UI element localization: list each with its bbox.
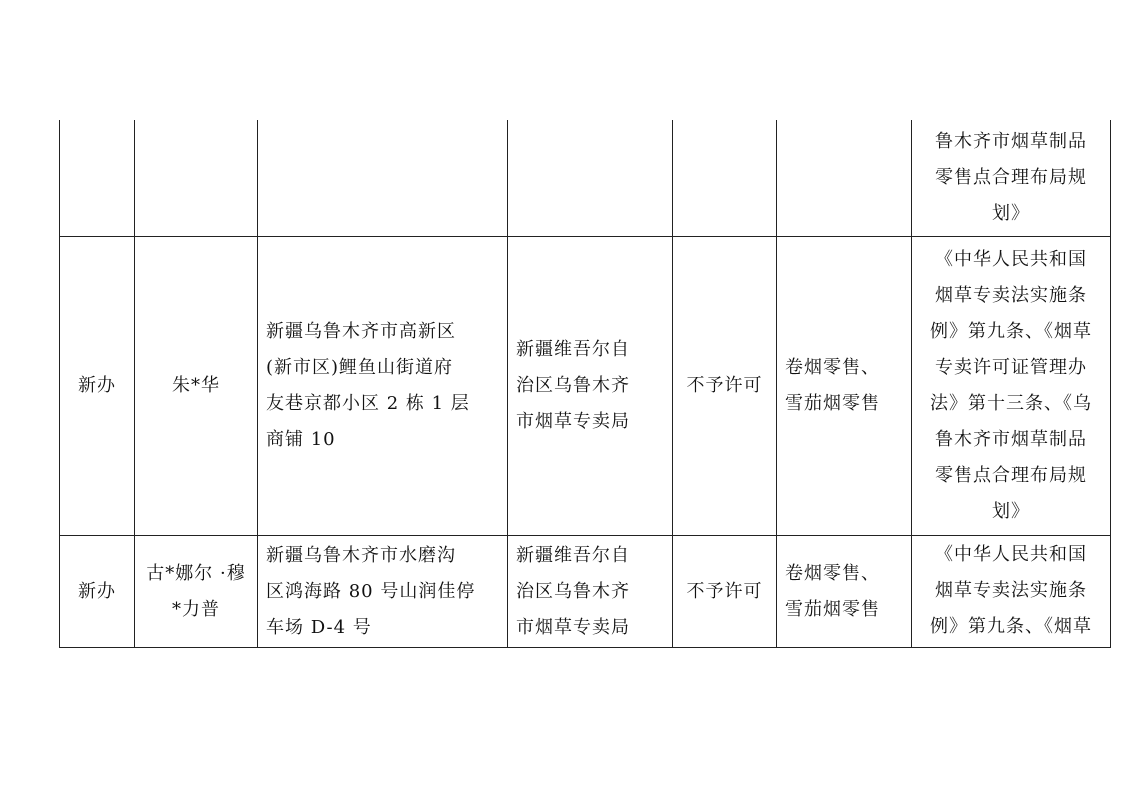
cell-decision <box>673 120 777 237</box>
cell-scope: 卷烟零售、 雪茄烟零售 <box>777 237 912 536</box>
cell-name <box>135 120 258 237</box>
cell-type <box>60 120 135 237</box>
cell-type: 新办 <box>60 536 135 648</box>
table-row <box>60 237 1111 536</box>
cell-decision: 不予许可 <box>673 237 777 536</box>
table-row <box>60 120 1111 237</box>
cell-basis: 《中华人民共和国 烟草专卖法实施条 例》第九条、《烟草 <box>912 536 1111 648</box>
cell-address: 新疆乌鲁木齐市水磨沟 区鸿海路 80 号山润佳停 车场 D-4 号 <box>258 536 508 648</box>
cell-basis: 《中华人民共和国 烟草专卖法实施条 例》第九条、《烟草 专卖许可证管理办 法》第十三条、《乌 鲁木齐市烟草制品 零售点合理布局规 划》 <box>912 237 1111 536</box>
cell-scope: 卷烟零售、 雪茄烟零售 <box>777 536 912 648</box>
license-decision-table <box>59 120 1111 648</box>
cell-decision: 不予许可 <box>673 536 777 648</box>
cell-scope <box>777 120 912 237</box>
cell-address: 新疆乌鲁木齐市高新区 (新市区)鲤鱼山街道府 友巷京都小区 2 栋 1 层 商铺 10 <box>258 237 508 536</box>
cell-type: 新办 <box>60 237 135 536</box>
cell-basis: 鲁木齐市烟草制品 零售点合理布局规 划》 <box>912 120 1111 237</box>
cell-name: 古*娜尔 ·穆 *力普 <box>135 536 258 648</box>
table-row <box>60 536 1111 648</box>
cell-address <box>258 120 508 237</box>
cell-authority <box>508 120 673 237</box>
cell-authority: 新疆维吾尔自 治区乌鲁木齐 市烟草专卖局 <box>508 536 673 648</box>
cell-authority: 新疆维吾尔自 治区乌鲁木齐 市烟草专卖局 <box>508 237 673 536</box>
cell-name: 朱*华 <box>135 237 258 536</box>
